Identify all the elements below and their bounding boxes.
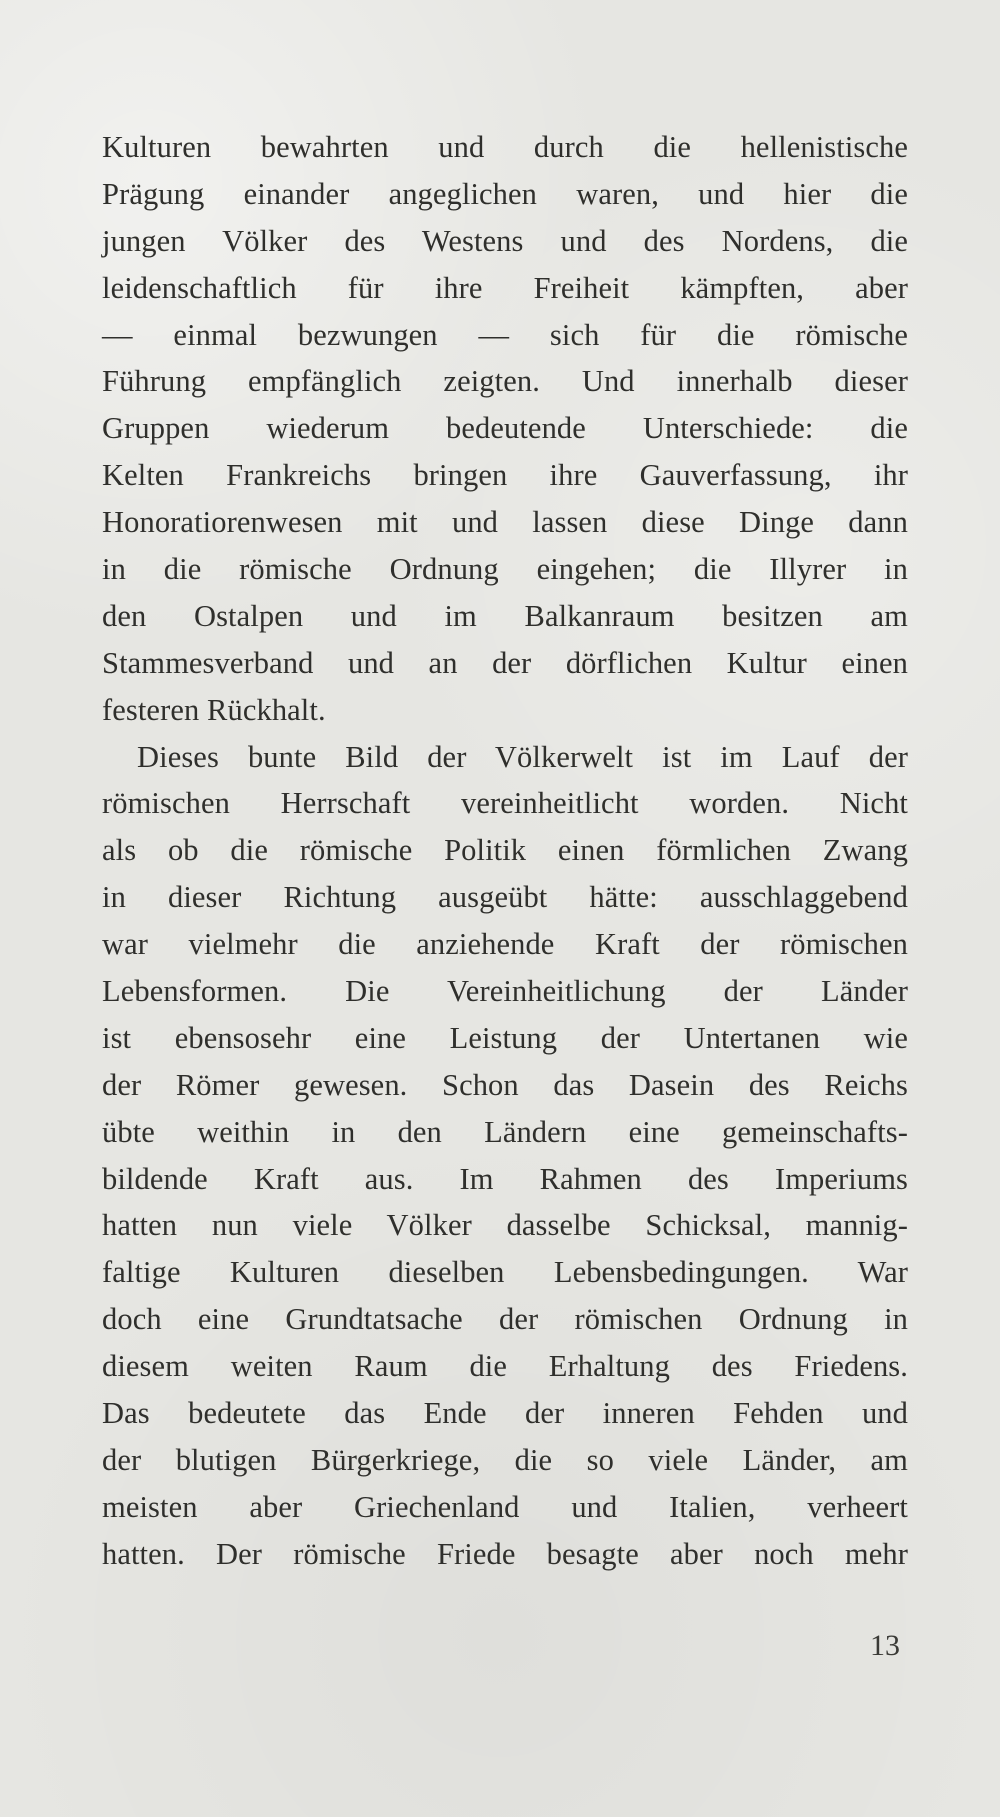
- text-line: römischen Herrschaft vereinheitlicht worden. Nicht: [102, 786, 908, 821]
- text-line: faltige Kulturen dieselben Lebensbedingungen. War: [102, 1255, 908, 1290]
- text-line: war vielmehr die anziehende Kraft der römischen: [102, 927, 908, 962]
- text-line: den Ostalpen und im Balkanraum besitzen am: [102, 598, 908, 633]
- text-line: der blutigen Bürgerkriege, die so viele Länder, am: [102, 1442, 908, 1477]
- text-line: diesem weiten Raum die Erhaltung des Friedens.: [102, 1349, 908, 1384]
- text-line: als ob die römische Politik einen förmlichen Zwang: [102, 833, 908, 868]
- text-line: Kulturen bewahrten und durch die hellenistische: [102, 130, 908, 164]
- text-line: Gruppen wiederum bedeutende Unterschiede: die: [102, 411, 908, 446]
- text-line: ist ebensosehr eine Leistung der Untertanen wie: [102, 1020, 908, 1055]
- page-number: 13: [870, 1629, 900, 1662]
- text-line: Das bedeutete das Ende der inneren Fehden und: [102, 1396, 908, 1431]
- text-line: Kelten Frankreichs bringen ihre Gauverfassung, ihr: [102, 458, 908, 493]
- text-line: meisten aber Griechenland und Italien, verheert: [102, 1489, 908, 1524]
- text-line: übte weithin in den Ländern eine gemeinschafts-: [102, 1114, 908, 1149]
- text-line: doch eine Grundtatsache der römischen Ordnung in: [102, 1302, 908, 1337]
- text-line: hatten nun viele Völker dasselbe Schicksal, mannig-: [102, 1208, 908, 1243]
- text-line: in die römische Ordnung eingehen; die Illyrer in: [102, 552, 908, 587]
- text-line: bildende Kraft aus. Im Rahmen des Imperiums: [102, 1161, 908, 1196]
- body-text: [102, 124, 908, 1578]
- paragraph-start-line: Dieses bunte Bild der Völkerwelt ist im Lauf der: [137, 739, 908, 774]
- text-line: Führung empfänglich zeigten. Und innerhalb dieser: [102, 364, 908, 399]
- text-line: Prägung einander angeglichen waren, und hier die: [102, 176, 908, 211]
- text-line: hatten. Der römische Friede besagte aber noch mehr: [102, 1536, 908, 1571]
- text-line: jungen Völker des Westens und des Nordens, die: [102, 223, 908, 258]
- text-line: — einmal bezwungen — sich für die römische: [102, 317, 908, 352]
- text-line: der Römer gewesen. Schon das Dasein des Reichs: [102, 1067, 908, 1102]
- text-line: in dieser Richtung ausgeübt hätte: ausschlaggebend: [102, 880, 908, 915]
- text-line: Lebensformen. Die Vereinheitlichung der Länder: [102, 974, 908, 1009]
- paragraph-end-line: festeren Rückhalt.: [102, 692, 326, 727]
- text-line: Stammesverband und an der dörflichen Kultur einen: [102, 645, 908, 680]
- text-line: leidenschaftlich für ihre Freiheit kämpften, aber: [102, 270, 908, 305]
- text-line: Honoratiorenwesen mit und lassen diese Dinge dann: [102, 505, 908, 540]
